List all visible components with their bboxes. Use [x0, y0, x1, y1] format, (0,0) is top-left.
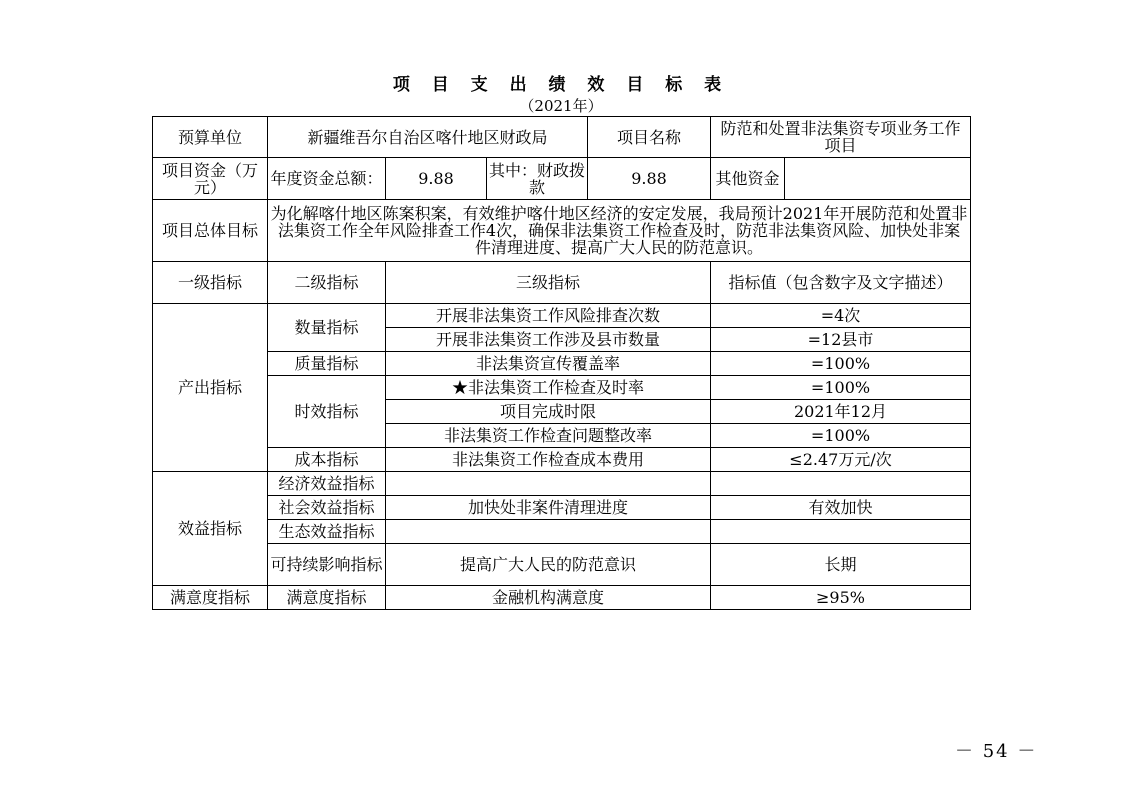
project-name-label: 项目名称 [588, 117, 711, 158]
output-indicator-label: 产出指标 [153, 304, 268, 472]
project-funds-label: 项目资金（万元） [153, 158, 268, 200]
level1-header: 一级指标 [153, 262, 268, 304]
table-row [153, 304, 971, 328]
indicator-name [386, 520, 711, 544]
satisfaction-level2-label: 满意度指标 [268, 586, 386, 610]
level2-header: 二级指标 [268, 262, 386, 304]
overall-goal-text: 为化解喀什地区陈案积案，有效维护喀什地区经济的安定发展，我局预计2021年开展防范和处置非法集资工作全年风险排查工作4次，确保非法集资工作检查及时，防范非法集资风险、加快处非案件清理进度、提高广大人民的防范意识。 [268, 200, 971, 262]
table-row [153, 158, 971, 200]
quality-indicator-label: 质量指标 [268, 352, 386, 376]
indicator-value [711, 520, 971, 544]
indicator-value: 2021年12月 [711, 400, 971, 424]
indicator-value: 有效加快 [711, 496, 971, 520]
page-title: 项 目 支 出 绩 效 目 标 表 [392, 75, 730, 95]
indicator-name: 加快处非案件清理进度 [386, 496, 711, 520]
benefit-indicator-label: 效益指标 [153, 472, 268, 586]
table-row [153, 352, 971, 376]
table-row [153, 376, 971, 400]
indicator-name: 提高广大人民的防范意识 [386, 544, 711, 586]
other-funds-value [785, 158, 971, 200]
indicator-value: ≤2.47万元/次 [711, 448, 971, 472]
other-funds-label: 其他资金 [711, 158, 785, 200]
indicator-name: 非法集资工作检查问题整改率 [386, 424, 711, 448]
table-row [153, 520, 971, 544]
fiscal-allocation-label: 其中：财政拨款 [487, 158, 588, 200]
table-row [153, 472, 971, 496]
annual-total-value: 9.88 [386, 158, 487, 200]
budget-unit-value: 新疆维吾尔自治区喀什地区财政局 [268, 117, 588, 158]
indicator-value: =12县市 [711, 328, 971, 352]
indicator-value: ≥95% [711, 586, 971, 610]
sustainable-impact-label: 可持续影响指标 [268, 544, 386, 586]
target-value-header: 指标值（包含数字及文字描述） [711, 262, 971, 304]
indicator-name: ★非法集资工作检查及时率 [386, 376, 711, 400]
timeliness-indicator-label: 时效指标 [268, 376, 386, 448]
indicator-name: 金融机构满意度 [386, 586, 711, 610]
project-name-value: 防范和处置非法集资专项业务工作项目 [711, 117, 971, 158]
year-subtitle: （2021年） [519, 97, 603, 115]
overall-goal-label: 项目总体目标 [153, 200, 268, 262]
indicator-name: 开展非法集资工作涉及县市数量 [386, 328, 711, 352]
table-row [153, 448, 971, 472]
indicator-name: 项目完成时限 [386, 400, 711, 424]
indicator-value: =100% [711, 424, 971, 448]
indicator-name: 非法集资工作检查成本费用 [386, 448, 711, 472]
indicator-value [711, 472, 971, 496]
economic-benefit-label: 经济效益指标 [268, 472, 386, 496]
indicator-name: 非法集资宣传覆盖率 [386, 352, 711, 376]
indicator-value: =100% [711, 352, 971, 376]
table-row [153, 262, 971, 304]
performance-target-table [152, 116, 971, 610]
table-row [153, 496, 971, 520]
table-row [153, 200, 971, 262]
social-benefit-label: 社会效益指标 [268, 496, 386, 520]
cost-indicator-label: 成本指标 [268, 448, 386, 472]
indicator-name: 开展非法集资工作风险排查次数 [386, 304, 711, 328]
page-number: － 54 － [955, 741, 1038, 762]
satisfaction-level1-label: 满意度指标 [153, 586, 268, 610]
annual-total-label: 年度资金总额： [268, 158, 386, 200]
level3-header: 三级指标 [386, 262, 711, 304]
indicator-value: =4次 [711, 304, 971, 328]
table-row [153, 117, 971, 158]
table-row [153, 586, 971, 610]
ecological-benefit-label: 生态效益指标 [268, 520, 386, 544]
fiscal-allocation-value: 9.88 [588, 158, 711, 200]
table-row [153, 544, 971, 586]
budget-unit-label: 预算单位 [153, 117, 268, 158]
indicator-value: 长期 [711, 544, 971, 586]
indicator-name [386, 472, 711, 496]
indicator-value: =100% [711, 376, 971, 400]
quantity-indicator-label: 数量指标 [268, 304, 386, 352]
